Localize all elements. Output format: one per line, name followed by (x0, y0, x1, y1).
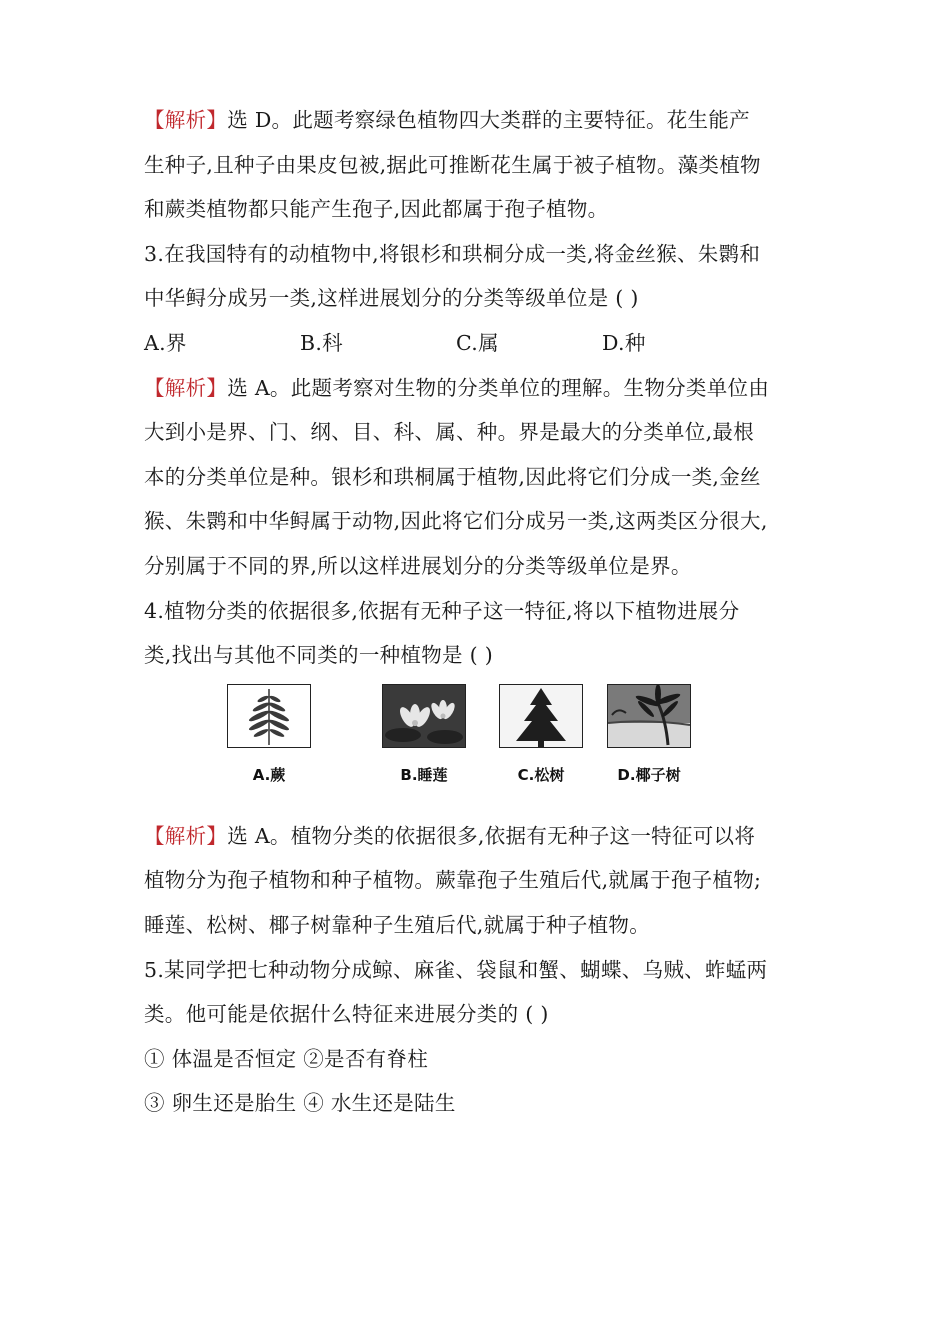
question-5-line: 5.某同学把七种动物分成鲸、麻雀、袋鼠和蟹、蝴蝶、乌贼、蚱蜢两 (144, 957, 768, 982)
figure-caption: D.椰子树 (617, 765, 681, 784)
question-5-line: 类。他可能是依据什么特征来进展分类的 ( ) (144, 1002, 549, 1027)
analysis-line: 【解析】选 A。此题考察对生物的分类单位的理解。生物分类单位由 (144, 375, 770, 400)
fern-icon (227, 684, 311, 748)
figure-pine (486, 684, 596, 785)
analysis-line: 【解析】选 A。植物分类的依据很多,依据有无种子这一特征可以将 (144, 823, 756, 848)
question-5-choices: ③ 卵生还是胎生 ④ 水生还是陆生 (144, 1091, 456, 1116)
question-4-line: 4.植物分类的依据很多,依据有无种子这一特征,将以下植物进展分 (144, 598, 740, 623)
figure-fern (214, 684, 324, 785)
analysis-tag: 【解析】 (144, 375, 228, 400)
analysis-line: 猴、朱鹮和中华鲟属于动物,因此将它们分成另一类,这两类区分很大, (144, 509, 768, 534)
question-3-line: 中华鲟分成另一类,这样进展划分的分类等级单位是 ( ) (144, 286, 639, 311)
analysis-line: 本的分类单位是种。银杉和珙桐属于植物,因此将它们分成一类,金丝 (144, 464, 761, 489)
figure-caption: B.睡莲 (400, 765, 448, 784)
question-4-line: 类,找出与其他不同类的一种植物是 ( ) (144, 643, 494, 668)
analysis-line: 【解析】选 D。此题考察绿色植物四大类群的主要特征。花生能产 (144, 108, 750, 132)
option-b: B.科 (300, 330, 343, 355)
question-3-line: 3.在我国特有的动植物中,将银杉和珙桐分成一类,将金丝猴、朱鹮和 (144, 241, 761, 266)
option-a: A.界 (144, 330, 187, 355)
palm-tree-icon (607, 684, 691, 748)
analysis-line: 植物分为孢子植物和种子植物。蕨靠孢子生殖后代,就属于孢子植物; (144, 868, 762, 893)
figure-caption: A.蕨 (252, 765, 286, 784)
question-5-choices: ① 体温是否恒定 ②是否有脊柱 (144, 1046, 429, 1071)
analysis-line: 睡莲、松树、椰子树靠种子生殖后代,就属于种子植物。 (144, 912, 651, 937)
analysis-line: 大到小是界、门、纲、目、科、属、种。界是最大的分类单位,最根 (144, 420, 755, 445)
analysis-tag: 【解析】 (144, 823, 228, 848)
analysis-line: 和蕨类植物都只能产生孢子,因此都属于孢子植物。 (144, 197, 609, 222)
question-3-options (144, 321, 824, 366)
figure-water-lily (369, 684, 479, 785)
pine-tree-icon (499, 684, 583, 748)
figure-palm (594, 684, 704, 785)
document-page (144, 98, 824, 1126)
water-lily-icon (382, 684, 466, 748)
option-d: D.种 (602, 330, 646, 355)
plant-figures (144, 684, 824, 812)
analysis-line: 分别属于不同的界,所以这样进展划分的分类等级单位是界。 (144, 553, 692, 578)
figure-caption: C.松树 (517, 765, 565, 784)
option-c: C.属 (456, 330, 499, 355)
analysis-line: 生种子,且种子由果皮包被,据此可推断花生属于被子植物。藻类植物 (144, 152, 761, 177)
analysis-tag: 【解析】 (144, 108, 228, 132)
